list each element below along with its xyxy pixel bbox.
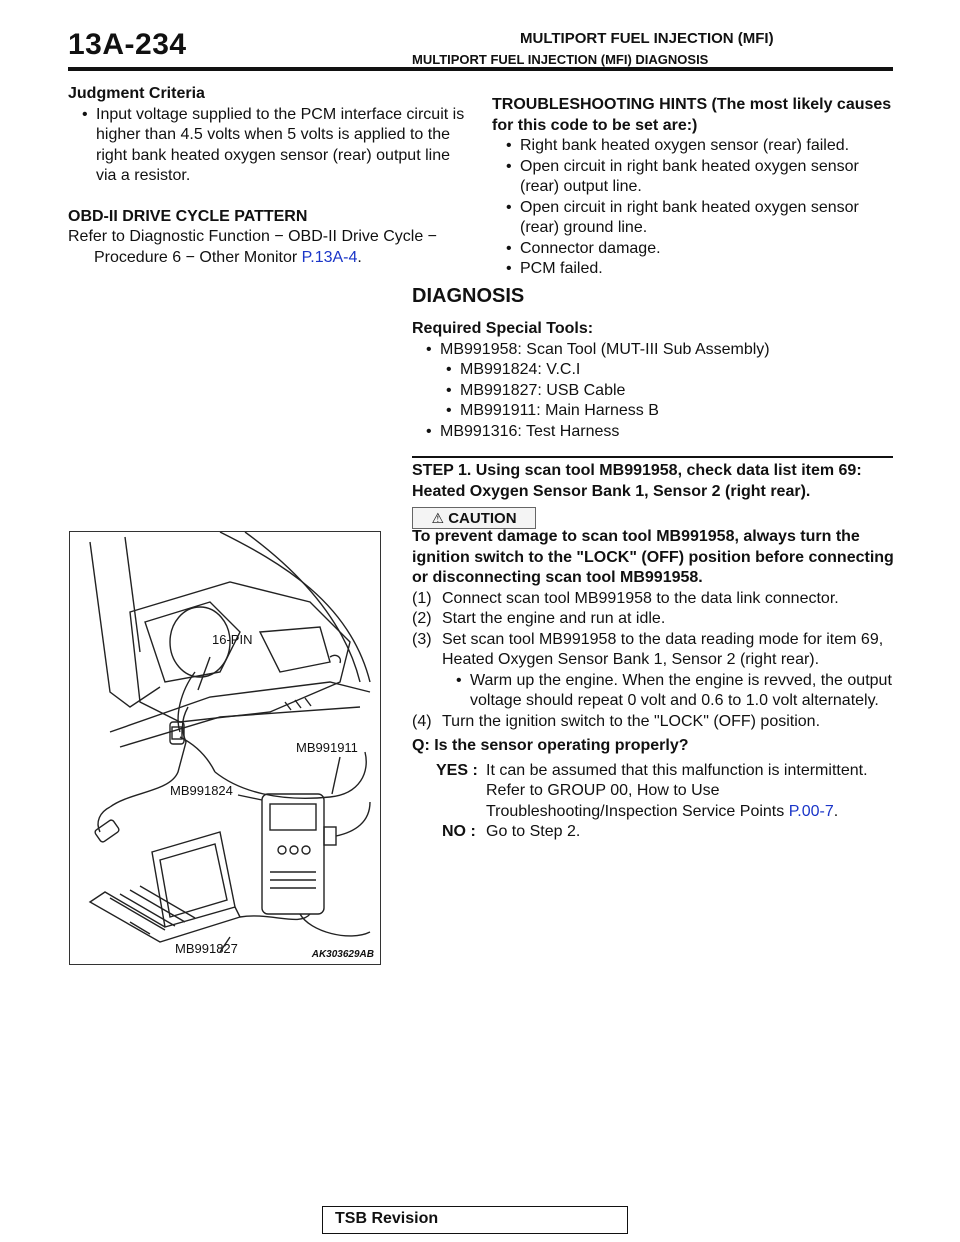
yes-end: .	[833, 802, 839, 820]
answer-no	[412, 822, 898, 843]
label-mb991824: MB991824	[170, 783, 233, 798]
step-number: (4)	[412, 712, 432, 730]
obd-text-end: .	[357, 248, 362, 266]
yes-label: YES :	[436, 761, 478, 779]
hint-item: • Open circuit in right bank heated oxygen sensor (rear) output line.	[492, 157, 892, 198]
procedure-step	[412, 589, 898, 610]
procedure-step	[412, 630, 898, 671]
tools-section	[412, 319, 892, 442]
hint-item: • Open circuit in right bank heated oxygen sensor (rear) ground line.	[492, 198, 892, 239]
hint-item: • PCM failed.	[492, 259, 892, 280]
answer-yes	[412, 761, 898, 823]
procedure-step	[412, 712, 898, 733]
tool-subitem: • MB991911: Main Harness B	[432, 401, 892, 422]
step-number: (1)	[412, 589, 432, 607]
yes-link[interactable]: P.00-7	[788, 802, 834, 820]
scan-tool-connection-figure	[69, 531, 381, 965]
step-rule	[412, 456, 893, 458]
hints-heading: TROUBLESHOOTING HINTS (The most likely causes for this code to be set are:)	[492, 96, 892, 134]
step-number: (2)	[412, 610, 432, 627]
figure-id: AK303629AB	[311, 949, 374, 960]
section-title: MULTIPORT FUEL INJECTION (MFI)	[520, 30, 774, 47]
judgment-bullet: • Input voltage supplied to the PCM interface circuit is higher than 4.5 volts when 5 volts is applied to the right bank heated oxygen sensor (rear) output line via a resistor.	[68, 105, 468, 187]
label-mb991911: MB991911	[296, 740, 358, 755]
obd-link[interactable]: P.13A-4	[301, 248, 358, 266]
warning-triangle-icon: ⚠	[431, 510, 445, 526]
hints-column	[492, 95, 892, 280]
step-text: Turn the ignition switch to the "LOCK" (OFF) position.	[442, 712, 821, 730]
judgment-heading: Judgment Criteria	[68, 85, 205, 102]
obd-text-body: Refer to Diagnostic Function − OBD-II Drive Cycle − Procedure 6 − Other Monitor	[68, 228, 438, 266]
tools-heading: Required Special Tools:	[412, 320, 594, 337]
step-text: Set scan tool MB991958 to the data reading mode for item 69, Heated Oxygen Sensor Bank 1, Sensor 2 (right rear).	[442, 630, 884, 668]
tool-item: • MB991316: Test Harness	[412, 422, 892, 443]
tool-subitem: • MB991824: V.C.I	[432, 360, 892, 381]
tool-item: • MB991958: Scan Tool (MUT-III Sub Assembly)	[412, 340, 892, 361]
hint-item: • Connector damage.	[492, 239, 892, 260]
obd-text	[68, 227, 468, 268]
tsb-revision-box	[322, 1206, 628, 1234]
tsb-revision-label: TSB Revision	[335, 1210, 439, 1227]
header-rule	[68, 67, 893, 71]
hint-item: • Right bank heated oxygen sensor (rear) failed.	[492, 136, 892, 157]
caution-label: CAUTION	[448, 510, 517, 527]
step-text: Start the engine and run at idle.	[442, 610, 666, 627]
step1-body	[412, 527, 898, 843]
step1-heading: STEP 1. Using scan tool MB991958, check data list item 69: Heated Oxygen Sensor Bank 1, Sensor 2 (right rear).	[412, 462, 862, 500]
label-mb991827: MB991827	[175, 941, 238, 956]
no-label: NO :	[442, 823, 476, 840]
page-number: 13A-234	[68, 28, 187, 61]
caution-box	[412, 507, 536, 529]
procedure-step	[412, 609, 898, 630]
left-column	[68, 84, 468, 268]
section-subtitle: MULTIPORT FUEL INJECTION (MFI) DIAGNOSIS	[412, 52, 709, 67]
step-subbullet: • Warm up the engine. When the engine is revved, the output voltage should repeat 0 volt and 0.6 to 1.0 volt alternately.	[442, 671, 898, 712]
tool-subitem: • MB991827: USB Cable	[432, 381, 892, 402]
question: Q: Is the sensor operating properly?	[412, 737, 689, 754]
diagnosis-heading: DIAGNOSIS	[412, 285, 525, 307]
yes-text: It can be assumed that this malfunction is intermittent. Refer to GROUP 00, How to Use Troubleshooting/Inspection Service Points	[486, 761, 868, 820]
caution-text: To prevent damage to scan tool MB991958, always turn the ignition switch to the "LOCK" (OFF) position before connecting or disconnecting scan tool MB991958.	[412, 528, 894, 586]
obd-heading: OBD-II DRIVE CYCLE PATTERN	[68, 207, 308, 225]
step-number: (3)	[412, 630, 432, 648]
label-16-pin: 16-PIN	[212, 632, 253, 647]
no-text: Go to Step 2.	[486, 823, 581, 840]
step-text: Connect scan tool MB991958 to the data link connector.	[442, 589, 839, 607]
